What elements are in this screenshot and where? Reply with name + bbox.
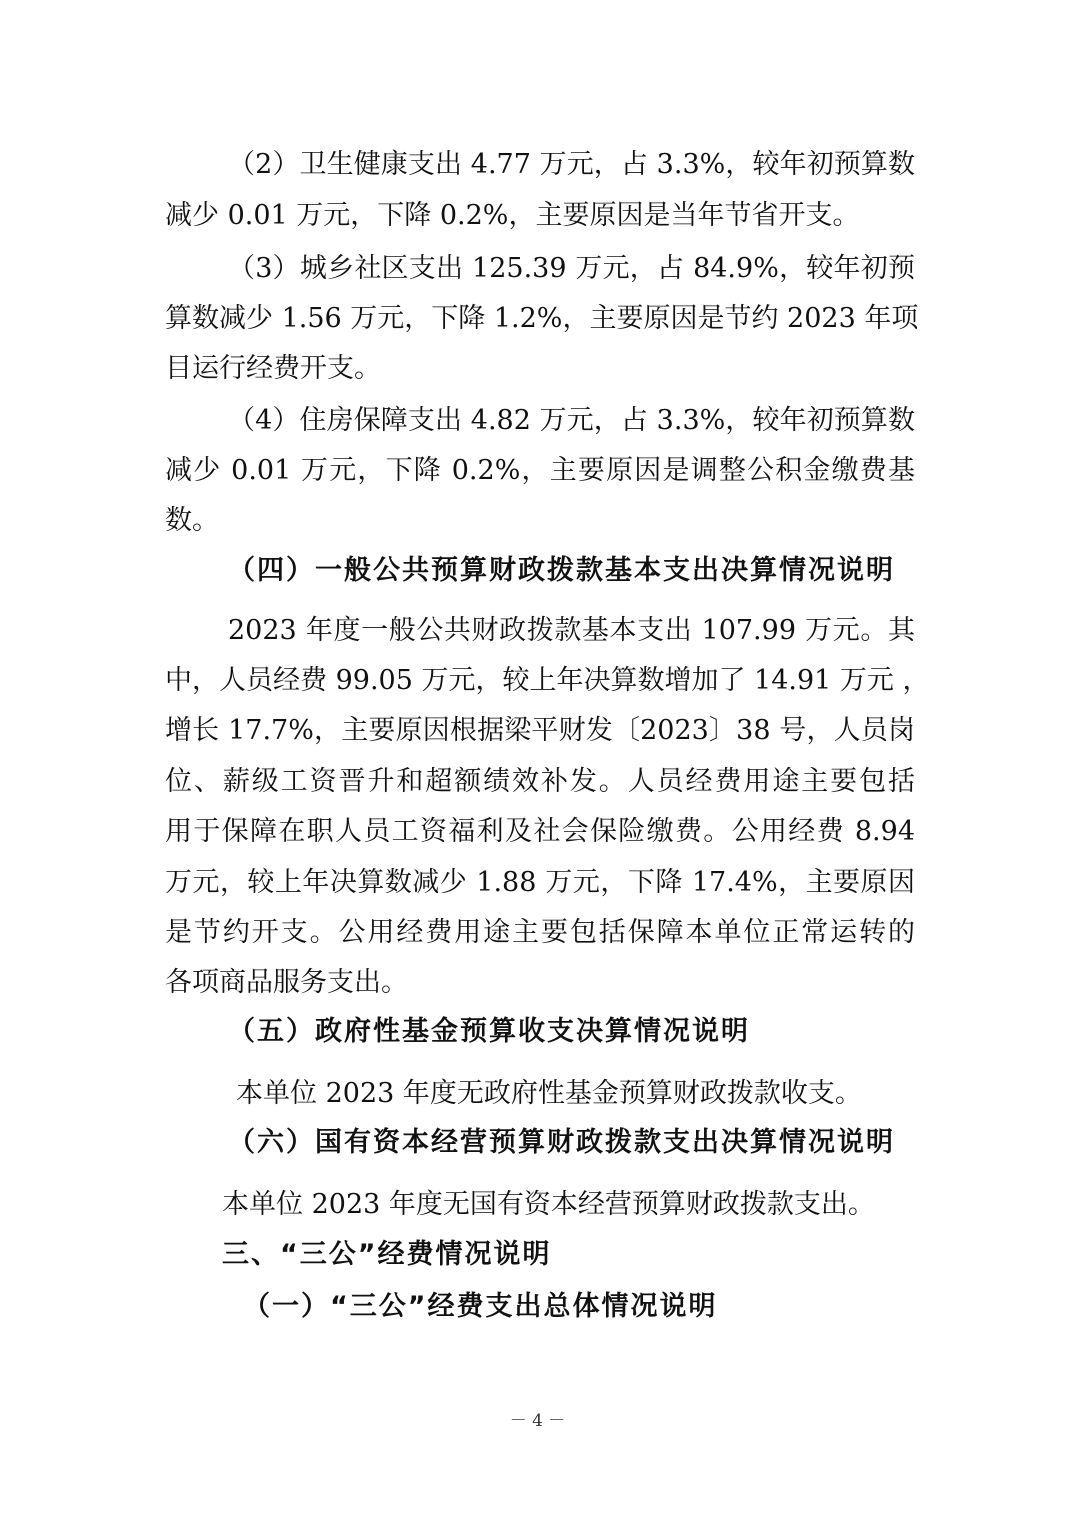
section-five-heading: （五）政府性基金预算收支决算情况说明 [228,1016,750,1047]
page-number: － 4 － [509,1411,566,1431]
part-three-heading: 三、“三公”经费情况说明 [222,1239,552,1270]
section-five-line-1: 本单位 2023 年度无政府性基金预算财政拨款收支。 [236,1078,862,1109]
paragraph-housing-line-2: 减少 0.01 万元，下降 0.2%，主要原因是调整公积金缴费基 [165,455,915,486]
section-four-line-4: 位、薪级工资晋升和超额绩效补发。人员经费用途主要包括 [165,766,915,797]
paragraph-community-line-1: （3）城乡社区支出 125.39 万元，占 84.9%，较年初预 [228,253,915,284]
section-four-line-2: 中，人员经费 99.05 万元，较上年决算数增加了 14.91 万元 ， [165,665,930,696]
paragraph-community-line-3: 目运行经费开支。 [165,353,381,384]
paragraph-housing-line-1: （4）住房保障支出 4.82 万元，占 3.3%，较年初预算数 [228,405,915,436]
paragraph-health-line-2: 减少 0.01 万元，下降 0.2%，主要原因是当年节省开支。 [165,200,860,231]
part-three-subheading: （一）“三公”经费支出总体情况说明 [243,1291,718,1322]
section-four-line-6: 万元，较上年决算数减少 1.88 万元，下降 17.4%，主要原因 [165,867,915,898]
section-four-line-7: 是节约开支。公用经费用途主要包括保障本单位正常运转的 [165,917,915,948]
section-six-line-1: 本单位 2023 年度无国有资本经营预算财政拨款支出。 [222,1189,875,1220]
paragraph-health-line-1: （2）卫生健康支出 4.77 万元，占 3.3%，较年初预算数 [228,149,915,180]
paragraph-housing-line-3: 数。 [165,505,219,536]
section-four-heading: （四）一般公共预算财政拨款基本支出决算情况说明 [228,555,895,586]
section-four-line-3: 增长 17.7%，主要原因根据梁平财发〔2023〕38 号，人员岗 [165,715,915,746]
section-four-line-8: 各项商品服务支出。 [165,967,408,998]
section-six-heading: （六）国有资本经营预算财政拨款支出决算情况说明 [228,1127,895,1158]
section-four-line-5: 用于保障在职人员工资福利及社会保险缴费。公用经费 8.94 [165,816,915,847]
paragraph-community-line-2: 算数减少 1.56 万元，下降 1.2%，主要原因是节约 2023 年项 [165,303,919,334]
section-four-line-1: 2023 年度一般公共财政拨款基本支出 107.99 万元。其 [228,615,915,646]
